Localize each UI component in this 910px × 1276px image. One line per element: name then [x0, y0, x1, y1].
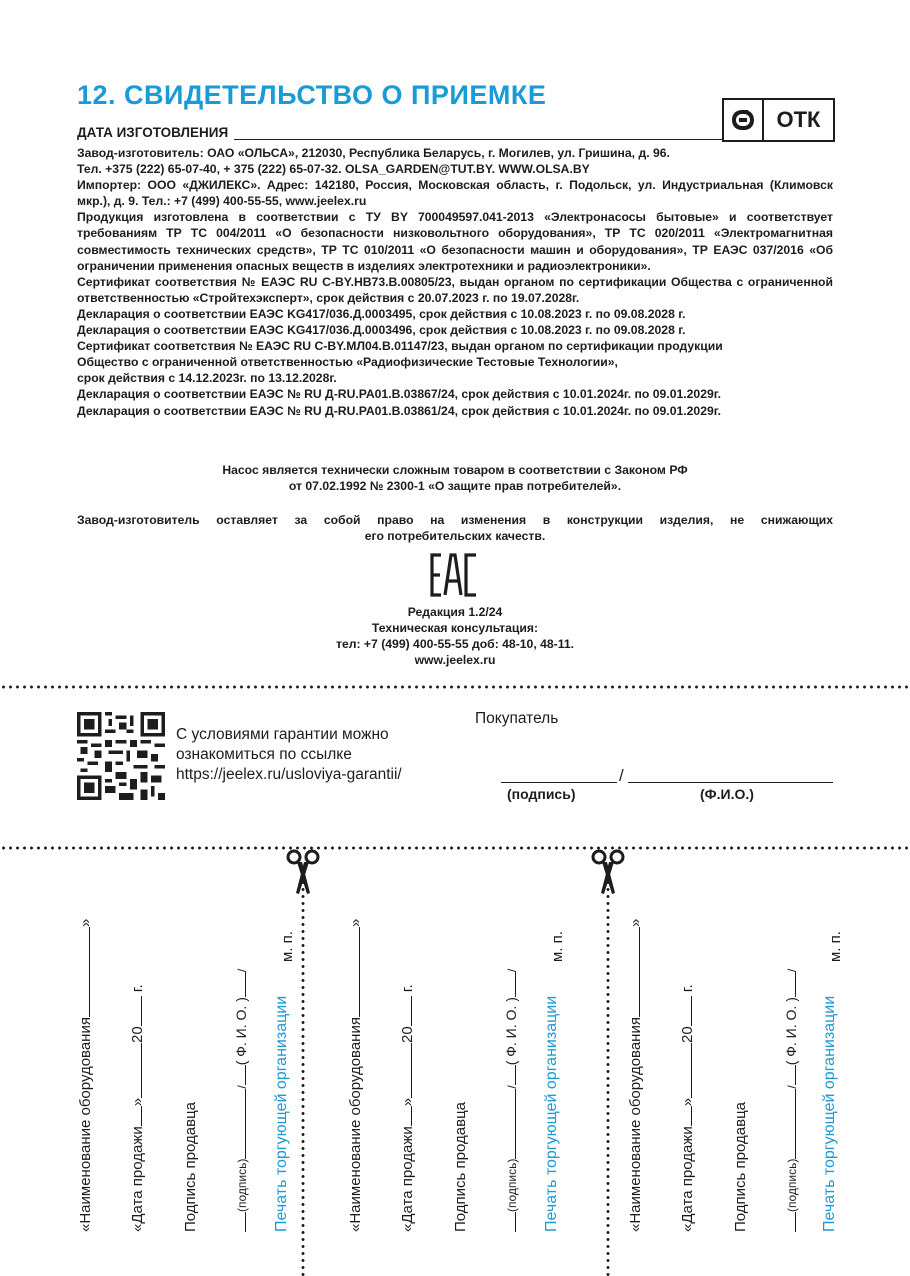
- otk-label: ОТК: [776, 107, 821, 132]
- equipment-field[interactable]: [627, 927, 640, 1017]
- warranty-coupon-1: [0, 872, 296, 1232]
- manufacture-date-label: ДАТА ИЗГОТОВЛЕНИЯ: [77, 125, 229, 140]
- manufacture-date-line: [77, 125, 722, 140]
- declaration-4: Декларация о соответствии ЕАЭС № RU Д-RU.РА01.В.03861/24, срок действия с 10.01.2024г. по 09.01.2029г.: [77, 403, 721, 418]
- consumer-law-line1: Насос является технически сложным товаром в соответствии с Законом РФ: [222, 463, 688, 477]
- coupon-sale-date: «Дата продажи»20 г.: [129, 984, 146, 1232]
- cut-line-middle: [0, 846, 910, 850]
- consumer-law-line2: от 07.02.1992 № 2300-1 «О защите прав потребителей».: [288, 479, 622, 493]
- manufacturer-address: Завод-изготовитель: ОАО «ОЛЬСА», 212030, Республика Беларусь, г. Могилев, ул. Гришина, д. 96.: [77, 146, 670, 160]
- acceptance-body: [77, 145, 833, 419]
- sale-date-field[interactable]: [679, 1043, 692, 1098]
- product-compliance: Продукция изготовлена в соответствии с ТУ BY 700049597.041-2013 «Электронасосы бытовые» и соответствует требованиям ТР ТС 004/2011 «О безопасности низковольтного оборудования», ТР ТС 020/2011 «Электромагнитная совместимость технических средств», ТР ТС 010/2011 «О безопасности машин и оборудования», ТР ЕАЭС 037/2016 «Об ограничении применения опасных веществ в изделиях электротехники и радиоэлектроники».: [77, 210, 833, 273]
- coupon-seller-signature-label: Подпись продавца: [452, 1101, 469, 1232]
- consumer-law-notice: [77, 462, 833, 494]
- importer-info: Импортер: ООО «ДЖИЛЕКС». Адрес: 142180, Россия, Московская область, г. Подольск, ул. Индустриальная (Климовск мкр.), д. 9. Тел.: +7 (499) 400-55-55, www.jeelex.ru: [77, 178, 833, 209]
- coupon-sale-date: «Дата продажи»20 г.: [679, 984, 696, 1232]
- tech-support-block: [77, 604, 833, 668]
- warranty-info: [176, 725, 402, 785]
- certificate-2-line2: Общество с ограниченной ответственностью «Радиофизические Тестовые Технологии»,: [77, 355, 618, 370]
- buyer-label: Покупатель: [475, 710, 559, 727]
- coupon-seller-signature-field[interactable]: (подпись)/( Ф. И. О. )/: [231, 969, 252, 1232]
- declaration-1: Декларация о соответствии ЕАЭС KG417/036.Д.0003495, срок действия с 10.08.2023 г. по 09.08.2028 г.: [77, 306, 686, 321]
- buyer-name-caption: (Ф.И.О.): [700, 786, 754, 802]
- sale-date-field[interactable]: [129, 1043, 142, 1098]
- coupon-seller-signature-label: Подпись продавца: [732, 1101, 749, 1232]
- coupon-stamp-label: Печать торгующей организации: [543, 995, 560, 1232]
- warranty-line2: ознакомиться по ссылке: [176, 746, 352, 763]
- consultation-label: Техническая консультация:: [371, 621, 539, 635]
- coupon-mp-label: м. п.: [549, 931, 566, 962]
- coupon-equipment-label: «Наименование оборудования»: [77, 918, 94, 1232]
- coupon-stamp-label: Печать торгующей организации: [273, 995, 290, 1232]
- sale-date-field[interactable]: [399, 1043, 412, 1098]
- reserve-notice: [77, 512, 833, 544]
- manufacturer-contacts: Тел. +375 (222) 65-07-40, + 375 (222) 65-07-32. OLSA_GARDEN@TUT.BY. WWW.OLSA.BY: [77, 162, 590, 177]
- certificate-2-line1: Сертификат соответствия № ЕАЭС RU С-BY.МЛ04.В.01147/23, выдан органом по сертификации продукции: [77, 339, 723, 354]
- declaration-3: Декларация о соответствии ЕАЭС № RU Д-RU.РА01.В.03867/24, срок действия с 10.01.2024г. по 09.01.2029г.: [77, 387, 721, 402]
- coupon-stamp-label: Печать торгующей организации: [821, 995, 838, 1232]
- warranty-coupon-3: [554, 872, 844, 1232]
- buyer-signature-caption: (подпись): [507, 786, 576, 802]
- coupon-sale-date: «Дата продажи»20 г.: [399, 984, 416, 1232]
- coupon-seller-signature-field[interactable]: (подпись)/( Ф. И. О. )/: [501, 969, 522, 1232]
- certificate-1: Сертификат соответствия № ЕАЭС RU С-BY.НВ73.В.00805/23, выдан органом по сертификации Общества с ограниченной ответственностью «Стройтехэксперт», срок действия с 20.07.2023 г. по 19.07.2028г.: [77, 274, 833, 305]
- otk-stamp-box: [722, 98, 835, 142]
- buyer-name-field[interactable]: [628, 782, 833, 783]
- buyer-signature-field[interactable]: [501, 782, 617, 783]
- manufacture-date-field: [234, 126, 722, 140]
- coupon-equipment-label: «Наименование оборудования»: [627, 918, 644, 1232]
- coupon-seller-signature-label: Подпись продавца: [182, 1101, 199, 1232]
- coupon-equipment-label: «Наименование оборудования»: [347, 918, 364, 1232]
- declaration-2: Декларация о соответствии ЕАЭС KG417/036.Д.0003496, срок действия с 10.08.2023 г. по 09.08.2028 г.: [77, 323, 686, 338]
- reserve-line2: его потребительских качеств.: [364, 529, 546, 543]
- page-title: 12. СВИДЕТЕЛЬСТВО О ПРИЕМКЕ: [77, 80, 547, 110]
- qr-code-icon[interactable]: [77, 712, 165, 800]
- website-link[interactable]: www.jeelex.ru: [414, 653, 496, 667]
- brand-logo-icon: [724, 100, 764, 140]
- coupon-mp-label: м. п.: [827, 931, 844, 962]
- reserve-line1: Завод-изготовитель оставляет за собой право на изменения в конструкции изделия, не снижающих: [77, 513, 833, 527]
- warranty-line1: С условиями гарантии можно: [176, 726, 389, 743]
- edition-label: Редакция 1.2/24: [407, 605, 503, 619]
- signature-separator: /: [619, 766, 624, 785]
- equipment-field[interactable]: [347, 927, 360, 1017]
- warranty-url[interactable]: https://jeelex.ru/usloviya-garantii/: [176, 766, 402, 783]
- consultation-phone: тел: +7 (499) 400-55-55 доб: 48-10, 48-11.: [336, 637, 574, 651]
- certificate-2-line3: срок действия с 14.12.2023г. по 13.12.2028г.: [77, 371, 337, 386]
- warranty-coupon-2: [272, 872, 566, 1232]
- equipment-field[interactable]: [77, 927, 90, 1017]
- cut-line-top: [0, 685, 910, 689]
- coupon-seller-signature-field[interactable]: (подпись)/( Ф. И. О. )/: [781, 969, 802, 1232]
- eac-mark-icon: [430, 553, 478, 597]
- coupon-mp-label: м. п.: [279, 931, 296, 962]
